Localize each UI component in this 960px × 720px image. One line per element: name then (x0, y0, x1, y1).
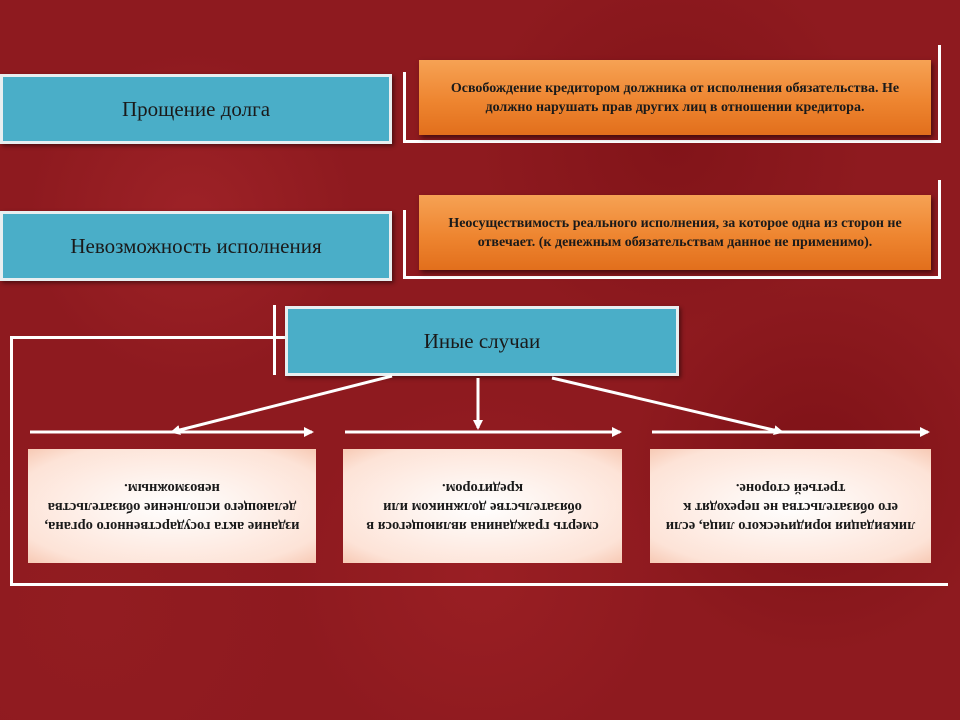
term-label: Невозможность исполнения (70, 233, 322, 258)
term-label: Иные случаи (423, 328, 541, 353)
description-text: Неосуществимость реального исполнения, за которое одна из сторон не отвечает. (к денежным обязательствам данное не применимо). (448, 215, 902, 250)
case-card-death (343, 449, 622, 563)
case-text: смерть гражданина являющегося в обязательстве должником или кредитором. (366, 479, 599, 534)
arrow-to-right-branch (552, 378, 782, 432)
term-label: Прощение долга (121, 96, 271, 121)
description-text: Освобождение кредитором должника от исполнения обязательства. Не должно нарушать прав других лиц в отношении кредитора. (450, 80, 900, 115)
arrow-to-left-branch (172, 376, 392, 432)
case-card-liquidation (650, 449, 931, 563)
case-card-state-act (28, 449, 316, 563)
case-text: ликвидация юридического лица, если его обязательства не переходят к третьей стороне. (665, 479, 916, 534)
case-text: издание акта государственного органа, делающего исполнение обязательства невозможным. (44, 479, 300, 534)
